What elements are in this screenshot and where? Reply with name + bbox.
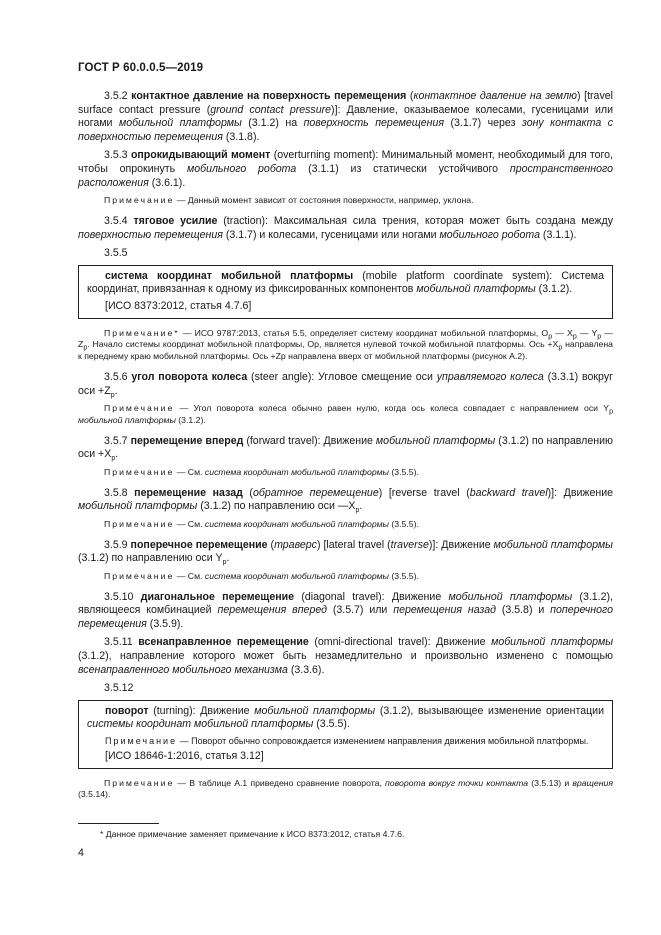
term-3-5-6: 3.5.6 угол поворота колеса (steer angle): Угловое смещение оси управляемого колеса (3.3.1) вокруг оси $+Z_p$. [78, 370, 613, 399]
term-title: перемещение назад [134, 486, 243, 499]
footnote-divider [78, 823, 159, 824]
note-3-5-9: Примечание — См. система координат мобильной платформы (3.5.5). [104, 570, 419, 581]
note-3-5-6: Примечание — Угол поворота колеса обычно равен нулю, когда ось колеса совпадает с направлением оси $Y_p$ мобильной платформы (3.1.2). [78, 403, 613, 425]
term-source: [ИСО 8373:2012, статья 4.7.6] [105, 299, 252, 312]
term-title: поперечное перемещение [130, 538, 268, 551]
term-title: тяговое усилие [133, 214, 218, 227]
term-title: опрокидывающий момент [130, 149, 271, 162]
term-number-3-5-5: 3.5.5 [104, 247, 128, 260]
term-definition: система координат мобильной платформы (mobile platform coordinate system): Система координат, привязанная к одному из фиксированных компонентов мобильной платформы (3.1.2). [87, 269, 604, 296]
term-3-5-10: 3.5.10 диагональное перемещение (diagonal travel): Движение мобильной платформы (3.1.2), являющееся комбинацией перемещения вперед (3.5.7) или перемещения назад (3.5.8) и поперечного перемещения (3.5.9). [78, 590, 613, 630]
term-3-5-7: 3.5.7 перемещение вперед (forward travel): Движение мобильной платформы (3.1.2) по направлению оси $+X_p$. [78, 434, 613, 463]
note-3-5-3: Примечание — Данный момент зависит от состояния поверхности, например, уклона. [104, 195, 474, 206]
term-title: поворот [105, 704, 149, 717]
term-definition: поворот (turning): Движение мобильной платформы (3.1.2), вызывающее изменение ориентации системы координат мобильной платформы (3.5.5). [87, 704, 604, 731]
term-3-5-11: 3.5.11 всенаправленное перемещение (omni-directional travel): Движение мобильной платформы (3.1.2), направление которого может быть незамедлительно и произвольно изменено с помощью всенаправленного мобильного механизма (3.3.6). [78, 636, 613, 676]
term-box-3-5-12 [78, 700, 613, 769]
term-number-3-5-12: 3.5.12 [104, 682, 134, 695]
term-source: [ИСО 18646-1:2016, статья 3.12] [105, 749, 264, 762]
term-title: всенаправленное перемещение [138, 636, 309, 649]
note-3-5-5: Примечание* — ИСО 9787:2013, статья 5.5, определяет систему координат мобильной платформы, $O_p$ — $X_p$ — $Y_p$ — $Z_p$. Начало системы координат мобильной платформы, Op, является нулевой точкой мобильной платформы. Ось $+X_p$ направлена к переднему краю мобильной платформы. Ось +Zp направлена вверх от мобильной платформы (рисунок А.2). [78, 327, 614, 362]
document-body [78, 90, 613, 809]
note-3-5-8: Примечание — См. система координат мобильной платформы (3.5.5). [104, 518, 419, 529]
term-title: угол поворота колеса [131, 370, 248, 383]
term-title: система координат мобильной платформы [105, 269, 354, 282]
term-title: контактное давление на поверхность перемещения [131, 90, 407, 102]
term-3-5-9: 3.5.9 поперечное перемещение (траверс) [lateral travel (traverse)]: Движение мобильной платформы (3.1.2) по направлению оси $Y_p$. [78, 538, 613, 567]
footnote: * Данное примечание заменяет примечание к ИСО 8373:2012, статья 4.7.6. [100, 829, 405, 839]
note-3-5-7: Примечание — См. система координат мобильной платформы (3.5.5). [104, 466, 419, 477]
term-title: перемещение вперед [130, 434, 244, 447]
term-title: диагональное перемещение [140, 590, 295, 603]
term-3-5-8: 3.5.8 перемещение назад (обратное перемещение) [reverse travel (backward travel)]: Движение мобильной платформы (3.1.2) по направлению оси $—X_p$. [78, 486, 614, 515]
page-number: 4 [78, 847, 84, 859]
term-3-5-3: 3.5.3 опрокидывающий момент (overturning moment): Минимальный момент, необходимый для того, чтобы опрокинуть мобильного робота (3.1.1) из статически устойчивого пространственного расположения (3.6.1). [78, 149, 614, 189]
term-3-5-2: 3.5.2 контактное давление на поверхность перемещения (контактное давление на землю) [travel surface contact pressure (ground contact pressure)]: Давление, оказываемое колесами, гусеницами или ногами мобильной платформы (3.1.2) на поверхность перемещения (3.1.7) через зону контакта с поверхностью перемещения (3.1.8). [78, 90, 613, 143]
term-3-5-4: 3.5.4 тяговое усилие (traction): Максимальная сила трения, которая может быть создана между поверхностью перемещения (3.1.7) и колесами, гусеницами или ногами мобильного робота (3.1.1). [78, 214, 613, 241]
document-header: ГОСТ Р 60.0.0.5—2019 [78, 62, 204, 74]
term-box-note: Примечание — Поворот обычно сопровождается изменением направления движения мобильной платформы. [105, 735, 589, 746]
note-3-5-12: Примечание — В таблице А.1 приведено сравнение поворота, поворота вокруг точки контакта (3.5.13) и вращения (3.5.14). [78, 777, 613, 800]
term-box-3-5-5 [78, 265, 613, 319]
